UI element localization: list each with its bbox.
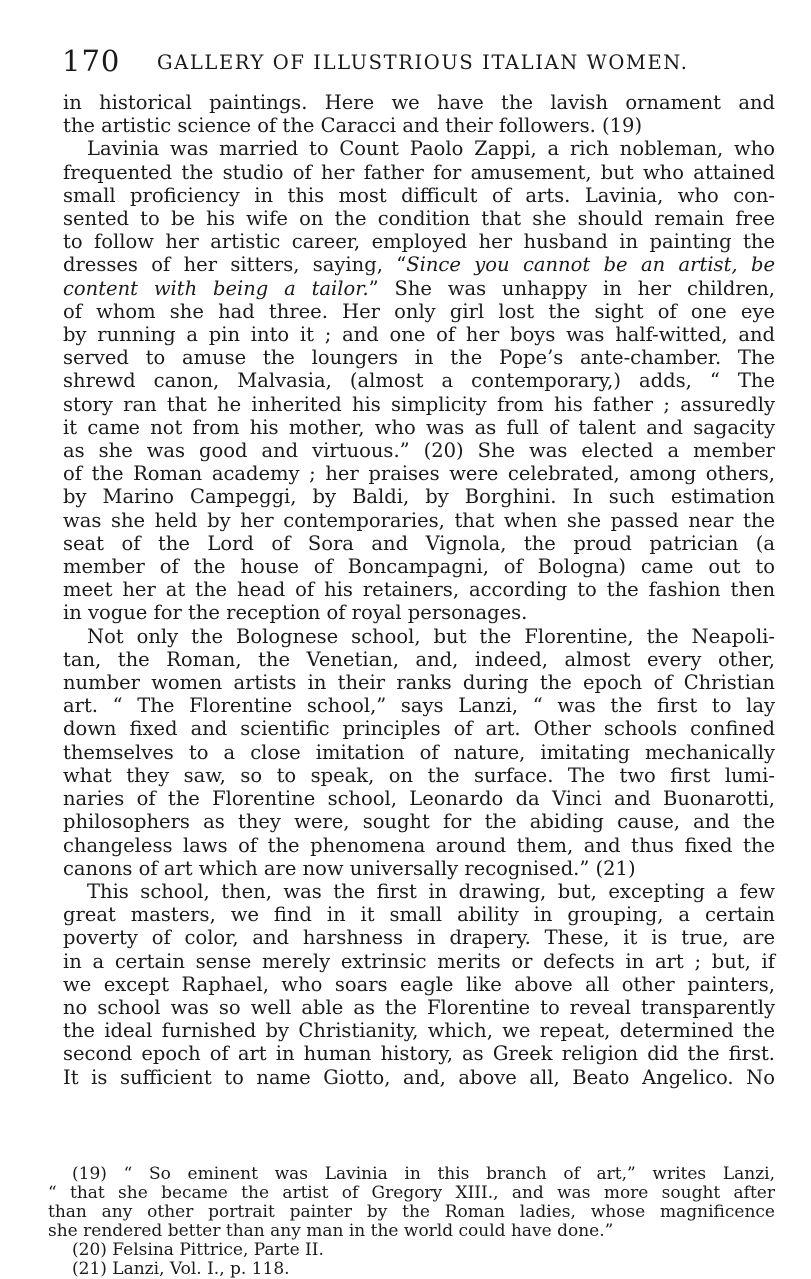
text-line: it came not from his mother, who was as full of talent and sagacity bbox=[63, 415, 775, 439]
footnote-line: than any other portrait painter by the Roman ladies, whose magnificence bbox=[48, 1202, 775, 1222]
text-line: as she was good and virtuous.” (20) She was elected a member bbox=[63, 439, 775, 463]
text-line: we except Raphael, who soars eagle like above all other painters, bbox=[63, 972, 775, 996]
text-line: tan, the Roman, the Venetian, and, indeed, almost every other, bbox=[63, 647, 775, 671]
text-line: great masters, we find in it small ability in grouping, a certain bbox=[63, 903, 775, 927]
text-line: poverty of color, and harshness in drapery. These, it is true, are bbox=[63, 926, 775, 950]
line-segment: ” She was unhappy in her children, bbox=[368, 276, 775, 300]
text-line: canons of art which are now universally recognised.” (21) bbox=[63, 856, 636, 880]
page-number: 170 bbox=[62, 44, 121, 78]
paragraph bbox=[63, 880, 775, 1089]
text-line: no school was so well able as the Florentine to reveal transparently bbox=[63, 995, 775, 1019]
text-line: story ran that he inherited his simplicity from his father ; assuredly bbox=[63, 392, 775, 416]
text-line bbox=[63, 253, 775, 276]
page-header bbox=[62, 44, 777, 80]
text-line: of whom she had three. Her only girl lost the sight of one eye bbox=[63, 299, 775, 323]
text-line: philosophers as they were, sought for the abiding cause, and the bbox=[63, 810, 775, 834]
italic-quote: content with being a tailor. bbox=[63, 276, 369, 300]
text-line: to follow her artistic career, employed her husband in painting the bbox=[63, 230, 775, 254]
paragraph bbox=[63, 137, 775, 624]
text-line: frequented the studio of her father for amusement, but who attained bbox=[63, 160, 775, 184]
text-line: naries of the Florentine school, Leonardo da Vinci and Buonarotti, bbox=[63, 787, 775, 811]
text-line: member of the house of Boncampagni, of Bologna) came out to bbox=[63, 555, 775, 579]
footnote bbox=[48, 1165, 775, 1241]
paragraph bbox=[63, 625, 775, 880]
footnote-line: (21) Lanzi, Vol. I., p. 118. bbox=[72, 1259, 290, 1279]
footnotes bbox=[48, 1165, 775, 1279]
text-line: This school, then, was the first in drawing, but, excepting a few bbox=[87, 879, 775, 903]
text-line: what they saw, so to speak, on the surface. The two first lumi- bbox=[63, 763, 775, 787]
text-line: was she held by her contemporaries, that when she passed near the bbox=[63, 508, 775, 532]
text-line: served to amuse the loungers in the Pope’s ante-chamber. The bbox=[63, 346, 775, 370]
running-title: GALLERY OF ILLUSTRIOUS ITALIAN WOMEN. bbox=[157, 51, 689, 74]
text-line: shrewd canon, Malvasia, (almost a contemporary,) adds, “ The bbox=[63, 369, 775, 393]
text-line: changeless laws of the phenomena around them, and thus fixed the bbox=[63, 833, 775, 857]
text-line: themselves to a close imitation of nature, imitating mechanically bbox=[63, 740, 775, 764]
text-line: the artistic science of the Caracci and their followers. (19) bbox=[63, 114, 643, 138]
text-line: meet her at the head of his retainers, according to the fashion then bbox=[63, 578, 775, 602]
text-line: in historical paintings. Here we have the lavish ornament and bbox=[63, 91, 775, 114]
body-text bbox=[63, 91, 775, 1089]
footnote-line: she rendered better than any man in the world could have done.” bbox=[48, 1221, 614, 1241]
text-line: number women artists in their ranks during the epoch of Christian bbox=[63, 671, 775, 695]
text-line: of the Roman academy ; her praises were celebrated, among others, bbox=[63, 462, 775, 486]
footnote-line: (20) Felsina Pittrice, Parte II. bbox=[72, 1240, 324, 1260]
paragraph bbox=[63, 91, 775, 137]
text-line: art. “ The Florentine school,” says Lanzi, “ was the first to lay bbox=[63, 694, 775, 718]
text-line: in vogue for the reception of royal personages. bbox=[63, 601, 528, 625]
text-line: sented to be his wife on the condition that she should remain free bbox=[63, 207, 775, 231]
text-line: seat of the Lord of Sora and Vignola, the proud patrician (a bbox=[63, 531, 775, 555]
text-line: second epoch of art in human history, as Greek religion did the first. bbox=[63, 1042, 775, 1066]
footnote-line: “ that she became the artist of Gregory XIII., and was more sought after bbox=[48, 1183, 775, 1203]
text-line: in a certain sense merely extrinsic merits or defects in art ; but, if bbox=[63, 949, 775, 973]
text-line: by running a pin into it ; and one of her boys was half-witted, and bbox=[63, 323, 775, 347]
footnote bbox=[48, 1260, 775, 1279]
footnote-line: (19) “ So eminent was Lavinia in this branch of art,” writes Lanzi, bbox=[72, 1164, 775, 1184]
italic-quote: Since you cannot be an artist, be bbox=[406, 253, 776, 277]
text-line: small proficiency in this most difficult of arts. Lavinia, who con- bbox=[63, 183, 775, 207]
text-line: down fixed and scientific principles of art. Other schools confined bbox=[63, 717, 775, 741]
footnote bbox=[48, 1241, 775, 1260]
text-line: Not only the Bolognese school, but the Florentine, the Neapoli- bbox=[87, 624, 775, 648]
line-segment: dresses of her sitters, saying, “ bbox=[63, 253, 407, 277]
text-line: It is sufficient to name Giotto, and, above all, Beato Angelico. No bbox=[63, 1065, 775, 1089]
text-line: the ideal furnished by Christianity, which, we repeat, determined the bbox=[63, 1019, 775, 1043]
text-line: Lavinia was married to Count Paolo Zappi, a rich nobleman, who bbox=[87, 137, 775, 161]
text-line bbox=[63, 277, 775, 300]
text-line: by Marino Campeggi, by Baldi, by Borghini. In such estimation bbox=[63, 485, 775, 509]
